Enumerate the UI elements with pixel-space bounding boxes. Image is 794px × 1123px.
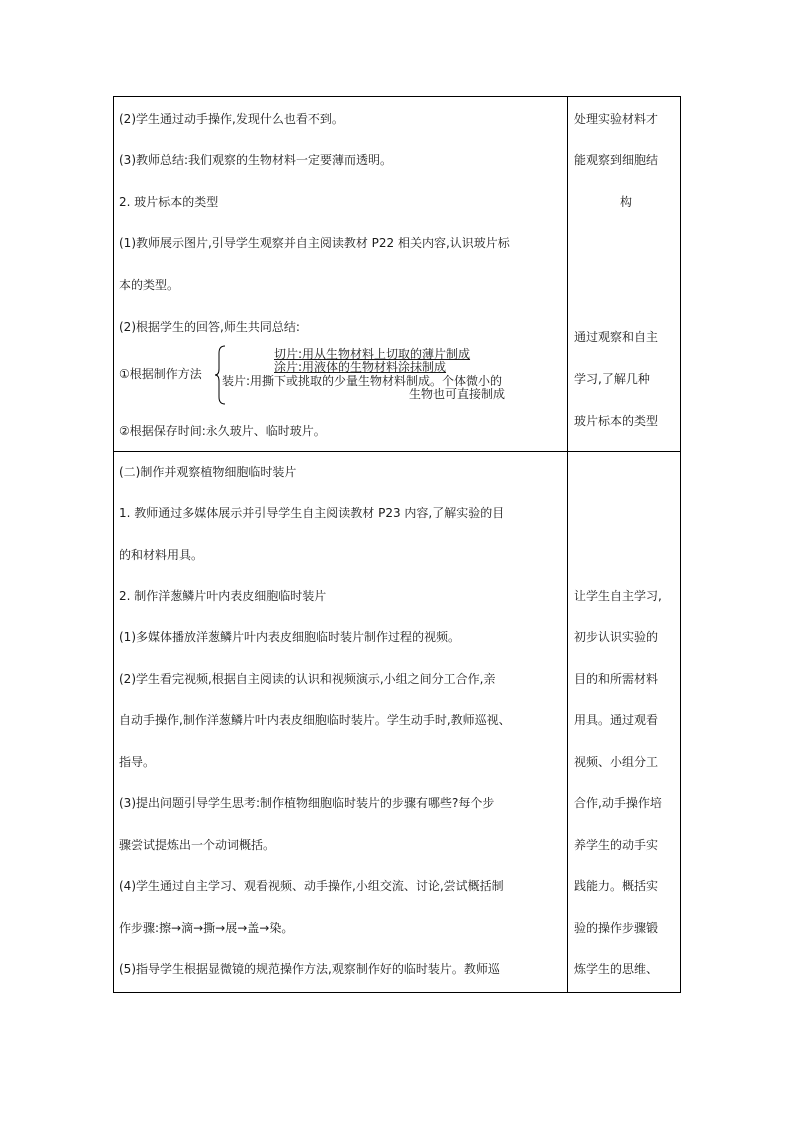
column-divider — [567, 452, 568, 992]
text-line: (3)教师总结:我们观察的生物材料一定要薄而透明。 — [119, 153, 393, 167]
text-line: 2. 玻片标本的类型 — [119, 195, 219, 209]
side-note-line: 验的操作步骤锻 — [574, 921, 659, 935]
side-note-line: 视频、小组分工 — [574, 755, 659, 769]
side-note-line: 用具。通过观看 — [574, 713, 659, 727]
side-note-line: 构 — [619, 195, 632, 209]
side-note-line: 合作,动手操作培 — [574, 796, 662, 810]
text-line: 本的类型。 — [119, 278, 180, 292]
text-line: 2. 制作洋葱鳞片叶内表皮细胞临时装片 — [119, 589, 327, 603]
text-line: (2)学生看完视频,根据自主阅读的认识和视频演示,小组之间分工合作,亲 — [119, 672, 496, 686]
classification-zhuang: 装片:用撕下或挑取的少量生物材料制成。个体微小的 — [222, 374, 503, 388]
text-line: (5)指导学生根据显微镜的规范操作方法,观察制作好的临时装片。教师巡 — [119, 962, 500, 976]
text-line: 作步骤:擦→滴→撕→展→盖→染。 — [119, 921, 294, 935]
side-note-line: 养学生的动手实 — [574, 838, 659, 852]
side-note-line: 炼学生的思维、 — [574, 962, 659, 976]
text-line: (2)根据学生的回答,师生共同总结: — [119, 320, 300, 334]
table-row — [113, 451, 681, 993]
text-line: 骤尝试提炼出一个动词概括。 — [119, 838, 276, 852]
text-line: 指导。 — [119, 755, 156, 769]
text-line: (1)教师展示图片,引导学生观察并自主阅读教材 P22 相关内容,认识玻片标 — [119, 236, 510, 250]
side-note-line: 处理实验材料才 — [574, 112, 659, 126]
text-line: 的和材料用具。 — [119, 548, 204, 562]
side-note-line: 让学生自主学习, — [574, 589, 662, 603]
lesson-plan-table — [113, 96, 681, 993]
column-divider — [567, 97, 568, 451]
side-note-line: 通过观察和自主 — [574, 330, 659, 344]
text-line: (3)提出问题引导学生思考:制作植物细胞临时装片的步骤有哪些?每个步 — [119, 796, 495, 810]
side-note-line: 初步认识实验的 — [574, 630, 659, 644]
text-line: 自动手操作,制作洋葱鳞片叶内表皮细胞临时装片。学生动手时,教师巡视、 — [119, 713, 511, 727]
side-note-line: 学习,了解几种 — [574, 372, 650, 386]
text-line: (4)学生通过自主学习、观看视频、动手操作,小组交流、讨论,尝试概括制 — [119, 879, 504, 893]
text-line: ②根据保存时间:永久玻片、临时玻片。 — [119, 424, 326, 438]
side-note-line: 目的和所需材料 — [574, 672, 659, 686]
text-line: (1)多媒体播放洋葱鳞片叶内表皮细胞临时装片制作过程的视频。 — [119, 630, 461, 644]
classification-zhuang-cont: 生物也可直接制成 — [409, 387, 506, 401]
side-note-line: 玻片标本的类型 — [574, 414, 659, 428]
text-line: (二)制作并观察植物细胞临时装片 — [119, 465, 297, 479]
text-line: (2)学生通过动手操作,发现什么也看不到。 — [119, 112, 344, 126]
classification-label: ①根据制作方法 — [119, 367, 202, 381]
classification-qie: 切片:用从生物材料上切取的薄片制成 — [274, 347, 471, 361]
table-row — [113, 96, 681, 452]
classification-tu: 涂片:用液体的生物材料涂抹制成 — [274, 360, 447, 374]
side-note-line: 能观察到细胞结 — [574, 153, 659, 167]
side-note-line: 践能力。概括实 — [574, 879, 659, 893]
text-line: 1. 教师通过多媒体展示并引导学生自主阅读教材 P23 内容,了解实验的目 — [119, 506, 505, 520]
